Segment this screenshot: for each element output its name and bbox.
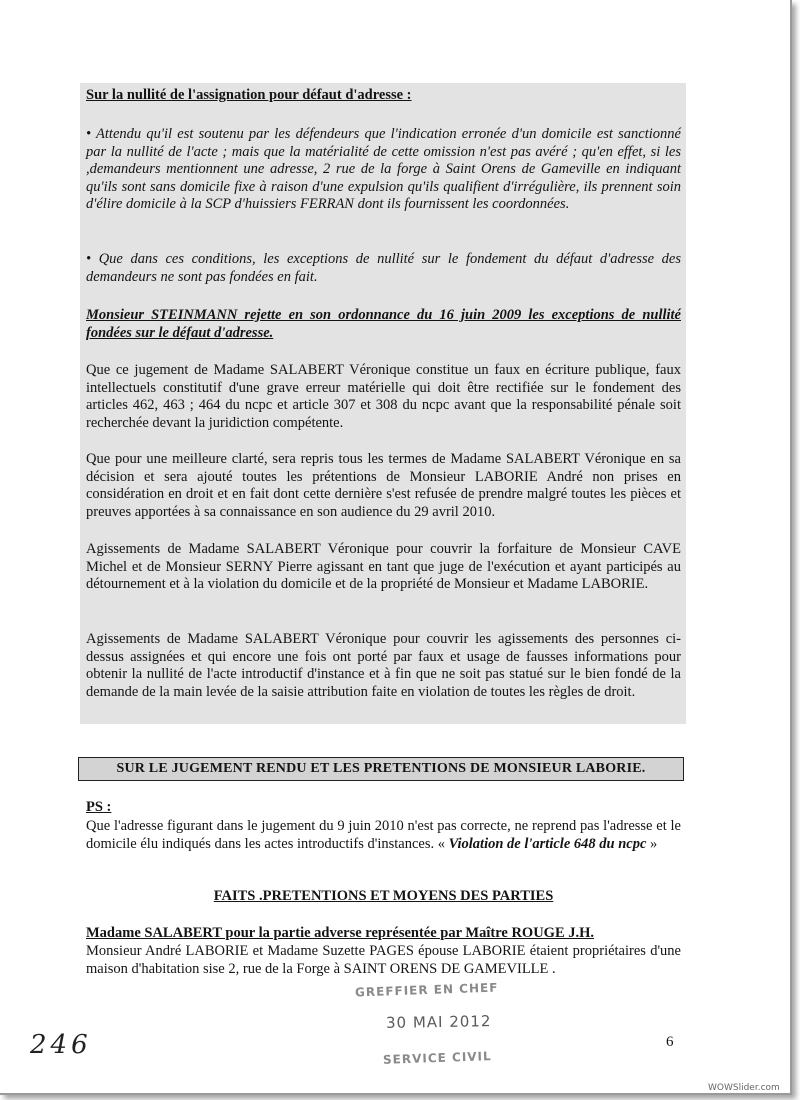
heading-nullite: Sur la nullité de l'assignation pour défaut d'adresse : [86, 87, 412, 103]
final-paragraph: Monsieur André LABORIE et Madame Suzette PAGES épouse LABORIE étaient propriétaires d'une maison d'habitation sise 2, rue de la Forge à SAINT ORENS DE GAMEVILLE . [86, 943, 681, 977]
watermark: WOWSlider.com [708, 1083, 780, 1093]
stamp-greffier: GREFFIER EN CHEF [354, 980, 499, 1000]
handwritten-number: 246 [30, 1030, 92, 1060]
steinmann-paragraph: Monsieur STEINMANN rejette en son ordonnance du 16 juin 2009 les exceptions de nullité fondées sur le défaut d'adresse. [86, 307, 681, 341]
ps-text-suffix: » [646, 835, 658, 852]
faits-heading: FAITS .PRETENTIONS ET MOYENS DES PARTIES [213, 888, 554, 904]
paragraph-clarte: Que pour une meilleure clarté, sera repris tous les termes de Madame SALABERT Véronique en sa décision et sera ajouté toutes les prétentions de Monsieur LABORIE André non prises en considération en droit et en fait dont cette dernière s'est refusée de prendre malgré toutes les pièces et preuves apportées à sa connaissance en son audience du 29 avril 2010. [86, 451, 681, 520]
stamp-service: SERVICE CIVIL [382, 1049, 492, 1067]
bullet-paragraph-1: • Attendu qu'il est soutenu par les défendeurs que l'indication erronée d'un domicile est sanctionné par la nullité de l'acte ; mais que la matérialité de cette omission n'est pas avéré ; qu'en effet, si les ,demandeurs mentionnent une adresse, 2 rue de la forge à Saint Orens de Gameville en indiquant qu'ils sont sans domicile fixe à raison d'une expulsion qu'ils qualifient d'irrégulière, ils prennent soin d'élire domicile à la SCP d'huissiers FERRAN dont ils fournissent les coordonnées. [86, 126, 681, 213]
ps-text-prefix: Que l'adresse figurant dans le jugement du 9 juin 2010 n'est pas correcte, ne reprend pas l'adresse et le domicile élu indiqués dans les actes introductifs d'instances. « [86, 818, 681, 852]
paragraph-forfaiture: Agissements de Madame SALABERT Véronique pour couvrir la forfaiture de Monsieur CAVE Michel et de Monsieur SERNY Pierre agissant en tant que juge de l'exécution et ayant participés au détournement et à la violation du domicile et de la propriété de Monsieur et Madame LABORIE. [86, 541, 681, 593]
section-heading-jugement: SUR LE JUGEMENT RENDU ET LES PRETENTIONS DE MONSIEUR LABORIE. [78, 757, 684, 781]
bullet-paragraph-2: • Que dans ces conditions, les exceptions de nullité sur le fondement du défaut d'adresse des demandeurs ne sont pas fondées en fait. [86, 251, 681, 285]
paragraph-agissements: Agissements de Madame SALABERT Véronique pour couvrir les agissements des personnes ci-dessus assignées et qui encore une fois ont porté par faux et usage de fausses informations pour obtenir la nullité de l'acte introductif d'instance et à fin que ne soit pas statué sur le bien fondé de la demande de la main levée de la saisie attribution faite en violation de toutes les règles de droit. [86, 631, 681, 700]
ps-paragraph [86, 818, 681, 853]
paragraph-faux-ecriture: Que ce jugement de Madame SALABERT Véronique constitue un faux en écriture publique, faux intellectuels constitutif d'une grave erreur matérielle qui doit être rectifiée sur le fondement des articles 462, 463 ; 464 du ncpc et article 307 et 308 du ncpc avant que la responsabilité pénale soit recherchée devant la juridiction compétente. [86, 362, 681, 431]
ps-label: PS : [86, 799, 112, 815]
stamp-date: 30 MAI 2012 [385, 1012, 492, 1032]
ps-text-emphasis: Violation de l'article 648 du ncpc [448, 835, 647, 852]
page-number: 6 [666, 1034, 674, 1050]
party-line: Madame SALABERT pour la partie adverse représentée par Maître ROUGE J.H. [86, 925, 595, 941]
